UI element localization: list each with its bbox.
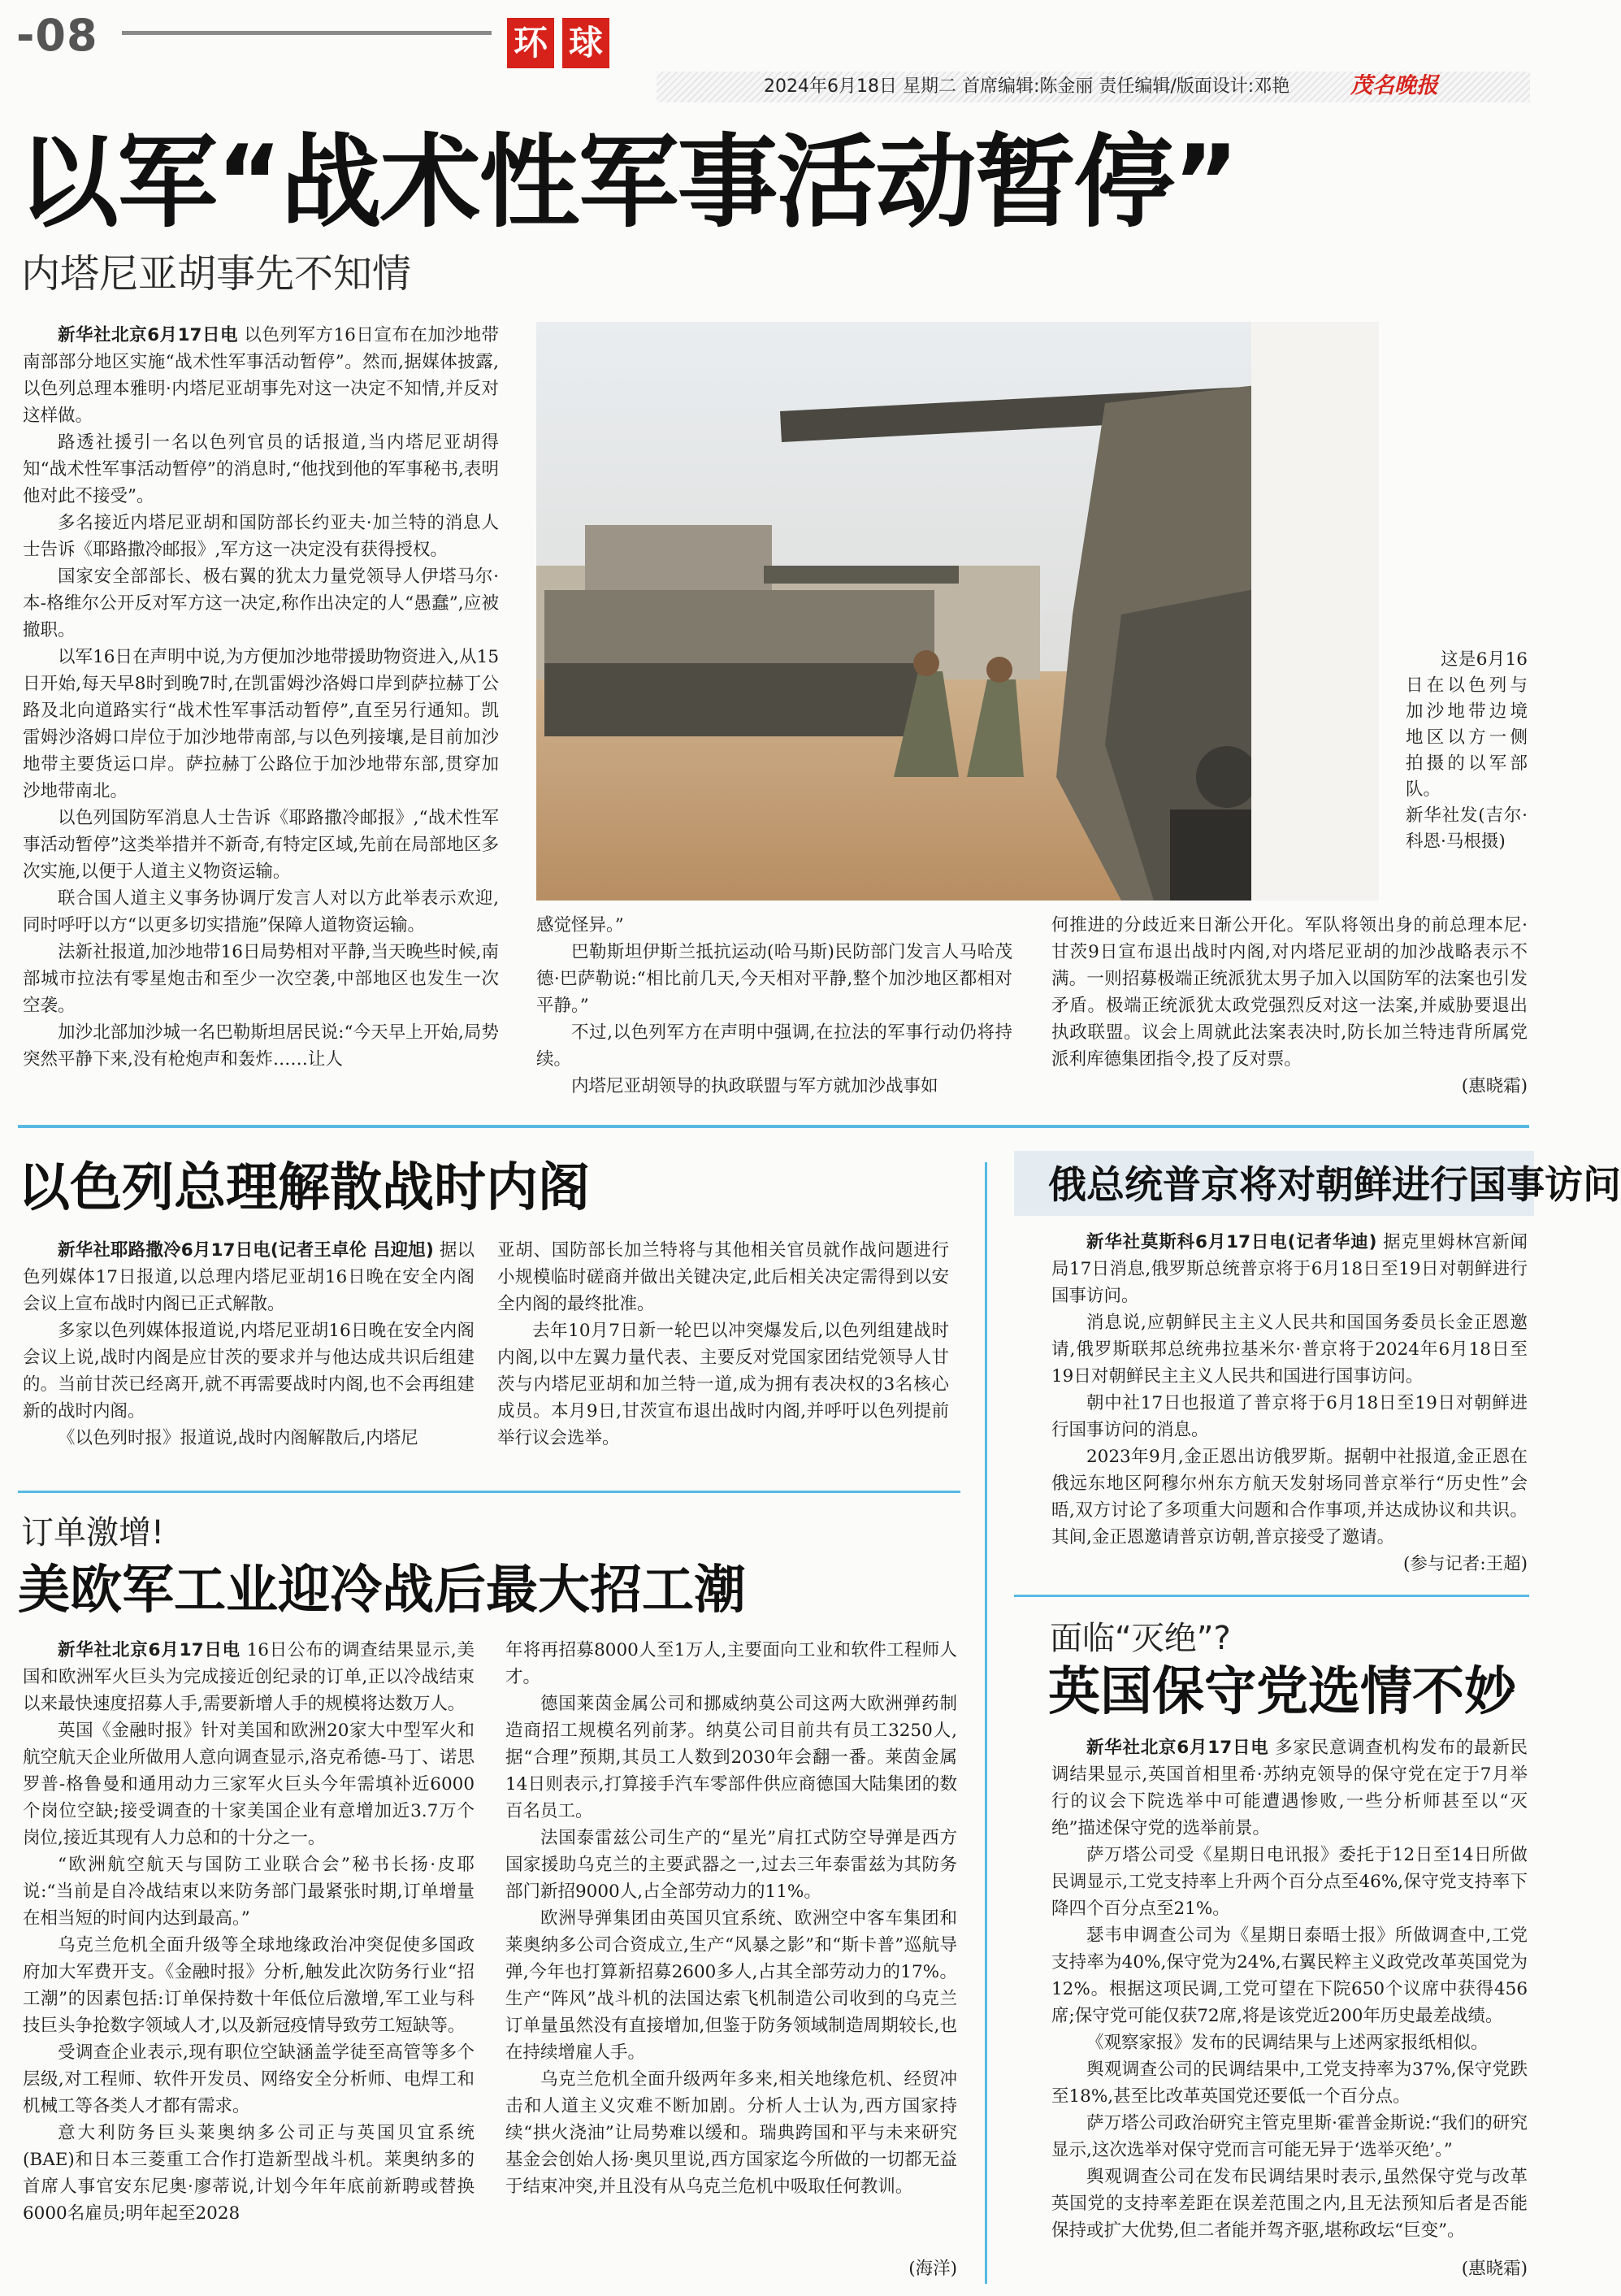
- lead-paragraph: [23, 510, 499, 563]
- story2-text: 亚胡、国防部长加兰特将与其他相关官员就作战问题进行小规模临时磋商并做出关键决定,此后相关决定需得到以安全内阁的最终批准。: [497, 1240, 949, 1314]
- story5-byline: (惠晓霜): [1461, 2259, 1528, 2279]
- story3-dateline: 新华社北京6月17日电: [58, 1640, 241, 1660]
- story4-text: 朝中社17日也报道了普京将于6月18日至19日对朝鲜进行国事访问的消息。: [1051, 1393, 1528, 1440]
- story5-text: 《观察家报》发布的民调结果与上述两家报纸相似。: [1086, 2033, 1489, 2053]
- story3-text: 法国泰雷兹公司生产的“星光”肩扛式防空导弹是西方国家援助乌克兰的主要武器之一,过去三年泰雷兹为其防务部门新招9000人,占全部劳动力的11%。: [505, 1828, 957, 1902]
- lead-column-1: [23, 322, 499, 1073]
- separator-rule-3: [1014, 1595, 1529, 1597]
- story4-paragraph: [1051, 1309, 1528, 1390]
- story2-text: 据以色列媒体17日报道,以总理内塔尼亚胡16日晚在安全内阁会议上宣布战时内阁已正式解散。: [23, 1240, 475, 1314]
- lead-text: 以色列军方16日宣布在加沙地带南部部分地区实施“战术性军事活动暂停”。然而,据媒体披露,以色列总理本雅明·内塔尼亚胡事先对这一决定不知情,并反对这样做。: [23, 325, 500, 426]
- story5-paragraph: [1051, 2029, 1528, 2056]
- story4-body: [1051, 1229, 1528, 1551]
- story5-kicker: 面临“灭绝”?: [1050, 1620, 1231, 1657]
- lead-paragraph: [536, 912, 1012, 939]
- lead-paragraph: [23, 322, 499, 429]
- story4-headline: 俄总统普京将对朝鲜进行国事访问: [1048, 1163, 1621, 1208]
- section-tag-char-1: 环: [507, 18, 554, 68]
- lead-paragraph: [23, 644, 499, 805]
- story3-text: 乌克兰危机全面升级两年多来,相关地缘危机、经贸冲击和人道主义灾难不断加剧。分析人士认为,西方国家持续“拱火浇油”让局势难以缓和。瑞典跨国和平与未来研究基金会创始人扬·奥贝里说,西方国家迄今所做的一切都无益于结束冲突,并且没有从乌克兰危机中吸取任何教训。: [505, 2069, 957, 2197]
- story3-paragraph: [23, 1851, 475, 1932]
- story5-text: 萨万塔公司政治研究主管克里斯·霍普金斯说:“我们的研究显示,这次选举对保守党而言可能无异于‘选举灭绝’。”: [1051, 2113, 1528, 2160]
- lead-byline: (惠晓霜): [1461, 1076, 1528, 1096]
- story2-dateline: 新华社耶路撒冷6月17日电(记者王卓伦 吕迎旭): [58, 1240, 434, 1261]
- story2-text: 去年10月7日新一轮巴以冲突爆发后,以色列组建战时内阁,以中左翼力量代表、主要反对党国家团结党领导人甘茨与内塔尼亚胡和加兰特一道,成为拥有表决权的3名核心成员。本月9日,甘茨宣布退出战时内阁,并呼吁以色列提前举行议会选举。: [497, 1321, 949, 1448]
- story2-paragraph: [23, 1317, 475, 1425]
- lead-paragraph: [23, 1019, 499, 1073]
- lead-text: 感觉怪异。”: [536, 915, 624, 935]
- lead-dateline: 新华社北京6月17日电: [58, 325, 239, 345]
- story3-paragraph: [505, 2066, 957, 2200]
- story3-headline: 美欧军工业迎冷战后最大招工潮: [18, 1560, 746, 1621]
- separator-rule-1: [18, 1125, 1529, 1128]
- story4-paragraph: [1051, 1443, 1528, 1551]
- lead-paragraph: [23, 429, 499, 510]
- story3-column-1: [23, 1637, 475, 2227]
- story5-text: 瑟韦申调查公司为《星期日泰晤士报》所做调查中,工党支持率为40%,保守党为24%,右翼民粹主义政党改革英国党为12%。根据这项民调,工党可望在下院650个议席中获得456席;保守党可能仅获72席,将是该党近200年历史最差战绩。: [1051, 1925, 1528, 2026]
- story2-paragraph: [23, 1425, 475, 1452]
- story2-paragraph: [497, 1317, 949, 1452]
- lead-headline: 以军“战术性军事活动暂停”: [18, 124, 1237, 241]
- section-tag-char-2: 球: [562, 18, 609, 68]
- story3-paragraph: [23, 1717, 475, 1851]
- photo-credit: 新华社发(吉尔·科恩·马根摄): [1406, 805, 1528, 852]
- story4-text: 2023年9月,金正恩出访俄罗斯。据朝中社报道,金正恩在俄远东地区阿穆尔州东方航天发射场同普京举行“历史性”会晤,双方讨论了多项重大问题和合作事项,并达成协议和共识。其间,金正恩邀请普京访朝,普京接受了邀请。: [1051, 1447, 1528, 1547]
- story2-text: 多家以色列媒体报道说,内塔尼亚胡16日晚在安全内阁会议上说,战时内阁是应甘茨的要求并与他达成共识后组建的。当前甘茨已经离开,就不再需要战时内阁,也不会再组建新的战时内阁。: [23, 1321, 475, 1421]
- story5-text: 多家民意调查机构发布的最新民调结果显示,英国首相里希·苏纳克领导的保守党在定于7月举行的议会下院选举中可能遭遇惨败,一些分析师甚至以“灭绝”描述保守党的选举前景。: [1051, 1738, 1528, 1838]
- page-number: -08: [16, 10, 98, 61]
- story5-paragraph: [1051, 2164, 1528, 2244]
- story4-paragraph: [1051, 1390, 1528, 1443]
- story5-paragraph: [1051, 2056, 1528, 2110]
- photo-caption: [1406, 647, 1528, 855]
- story2-paragraph: [497, 1237, 949, 1317]
- lead-text: 何推进的分歧近来日渐公开化。军队将领出身的前总理本尼·甘茨9日宣布退出战时内阁,对内塔尼亚胡的加沙战略表示不满。一则招募极端正统派犹太男子加入以国防军的法案也引发矛盾。极端正统派犹太政党强烈反对这一法案,并威胁要退出执政联盟。议会上周就此法案表决时,防长加兰特违背所属党派利库德集团指令,投了反对票。: [1051, 915, 1528, 1070]
- story3-paragraph: [23, 2039, 475, 2120]
- story3-text: 乌克兰危机全面升级等全球地缘政治冲突促使多国政府加大军费开支。《金融时报》分析,触发此次防务行业“招工潮”的因素包括:订单保持数十年低位后激增,军工业与科技巨头争抢数字领域人才,以及新冠疫情导致劳工短缺等。: [23, 1935, 475, 2036]
- story3-text: 年将再招募8000人至1万人,主要面向工业和软件工程师人才。: [505, 1640, 957, 1687]
- story5-paragraph: [1051, 2110, 1528, 2164]
- story3-text: 欧洲导弹集团由英国贝宜系统、欧洲空中客车集团和莱奥纳多公司合资成立,生产“风暴之影”和“斯卡普”巡航导弹,今年也打算新招募2600多人,占其全部劳动力的17%。生产“阵风”战斗机的法国达索飞机制造公司收到的乌克兰订单量虽然没有直接增加,但鉴于防务领域制造周期较长,也在持续增雇人手。: [505, 1908, 957, 2063]
- story4-byline: (参与记者:王超): [1402, 1554, 1528, 1574]
- story5-paragraph: [1051, 1922, 1528, 2029]
- lead-photo: [536, 322, 1379, 901]
- lead-text: 加沙北部加沙城一名巴勒斯坦居民说:“今天早上开始,局势突然平静下来,没有枪炮声和轰炸……让人: [23, 1022, 499, 1070]
- brand-logo: 茂名晚报: [1350, 73, 1438, 98]
- story3-text: 英国《金融时报》针对美国和欧洲20家大中型军火和航空航天企业所做用人意向调查显示,洛克希德-马丁、诺思罗普-格鲁曼和通用动力三家军火巨头今年需填补近6000个岗位空缺;接受调查的十家美国企业有意增加近3.7万个岗位,接近其现有人力总和的十分之一。: [23, 1721, 475, 1848]
- lead-column-3: [1051, 912, 1528, 1073]
- story3-paragraph: [505, 1825, 957, 1905]
- story3-paragraph: [505, 1691, 957, 1825]
- story5-text: 萨万塔公司受《星期日电讯报》委托于12日至14日所做民调显示,工党支持率上升两个百分点至46%,保守党支持率下降四个百分点至21%。: [1051, 1845, 1528, 1919]
- story3-paragraph: [23, 2120, 475, 2227]
- date-line-text: 2024年6月18日 星期二 首席编辑:陈金丽 责任编辑/版面设计:邓艳: [764, 76, 1290, 97]
- lead-text: 联合国人道主义事务协调厅发言人对以方此举表示欢迎,同时呼吁以方“以更多切实措施”保障人道物资运输。: [23, 888, 499, 935]
- story4-dateline: 新华社莫斯科6月17日电(记者华迪): [1086, 1232, 1377, 1252]
- story3-paragraph: [23, 1637, 475, 1717]
- column-divider: [985, 1162, 987, 2284]
- story3-column-2: [505, 1637, 957, 2200]
- story4-text: 据克里姆林宫新闻局17日消息,俄罗斯总统普京将于6月18日至19日对朝鲜进行国事访问。: [1051, 1232, 1528, 1306]
- story3-kicker: 订单激增!: [21, 1514, 165, 1552]
- story3-text: “欧洲航空航天与国防工业联合会”秘书长扬·皮耶说:“当前是自冷战结束以来防务部门最紧张时期,订单增量在相当短的时间内达到最高。”: [23, 1855, 475, 1929]
- story5-headline: 英国保守党选情不妙: [1048, 1662, 1516, 1722]
- story3-text: 受调查企业表示,现有职位空缺涵盖学徒至高管等多个层级,对工程师、软件开发员、网络安全分析师、电焊工和机械工等各类人才都有需求。: [23, 2042, 475, 2116]
- story2-column-1: [23, 1237, 475, 1452]
- header-rule-left: [122, 31, 492, 35]
- lead-subtitle: 内塔尼亚胡事先不知情: [21, 251, 412, 297]
- photo-caption-text: 这是6月16日在以色列与加沙地带边境地区以方一侧拍摄的以军部队。: [1406, 649, 1528, 800]
- lead-text: 以色列国防军消息人士告诉《耶路撒冷邮报》,“战术性军事活动暂停”这类举措并不新奇,有特定区域,先前在局部地区多次实施,以便于人道主义物资运输。: [23, 808, 499, 882]
- tank-photo-illustration: [536, 322, 1379, 901]
- lead-text: 国家安全部部长、极右翼的犹太力量党领导人伊塔马尔·本-格维尔公开反对军方这一决定,称作出决定的人“愚蠢”,应被撤职。: [23, 566, 499, 640]
- lead-text: 内塔尼亚胡领导的执政联盟与军方就加沙战事如: [571, 1076, 938, 1096]
- story5-paragraph: [1051, 1734, 1528, 1842]
- lead-paragraph: [1051, 912, 1528, 1073]
- story3-byline: (海洋): [908, 2259, 957, 2279]
- lead-paragraph: [536, 939, 1012, 1019]
- story3-text: 德国莱茵金属公司和挪威纳莫公司这两大欧洲弹药制造商招工规模名列前茅。纳莫公司目前共有员工3250人,据“合理”预期,其员工人数到2030年会翻一番。莱茵金属14日则表示,打算接手汽车零部件供应商德国大陆集团的数百名员工。: [505, 1694, 957, 1821]
- lead-text: 多名接近内塔尼亚胡和国防部长约亚夫·加兰特的消息人士告诉《耶路撒冷邮报》,军方这一决定没有获得授权。: [23, 513, 499, 560]
- story5-text: 舆观调查公司在发布民调结果时表示,虽然保守党与改革英国党的支持率差距在误差范围之内,且无法预知后者是否能保持或扩大优势,但二者能并驾齐驱,堪称政坛“巨变”。: [1051, 2167, 1528, 2241]
- lead-paragraph: [23, 563, 499, 644]
- story5-dateline: 新华社北京6月17日电: [1086, 1738, 1269, 1758]
- story4-paragraph: [1051, 1229, 1528, 1309]
- lead-paragraph: [23, 939, 499, 1019]
- lead-text: 巴勒斯坦伊斯兰抵抗运动(哈马斯)民防部门发言人马哈茂德·巴萨勒说:“相比前几天,今天相对平静,整个加沙地区都相对平静。”: [536, 942, 1012, 1016]
- story3-text: 16日公布的调查结果显示,美国和欧洲军火巨头为完成接近创纪录的订单,正以冷战结束以来最快速度招募人手,需要新增人手的规模将达数万人。: [23, 1640, 475, 1714]
- lead-paragraph: [536, 1019, 1012, 1073]
- story5-text: 舆观调查公司的民调结果中,工党支持率为37%,保守党跌至18%,甚至比改革英国党还要低一个百分点。: [1051, 2059, 1528, 2107]
- story5-paragraph: [1051, 1842, 1528, 1922]
- lead-column-2: [536, 912, 1012, 1100]
- story3-paragraph: [505, 1637, 957, 1691]
- story3-text: 意大利防务巨头莱奥纳多公司正与英国贝宜系统(BAE)和日本三菱重工合作打造新型战斗机。莱奥纳多的首席人事官安东尼奥·廖蒂说,计划今年年底前新聘或替换6000名雇员;明年起至2028: [23, 2123, 475, 2224]
- lead-text: 法新社报道,加沙地带16日局势相对平静,当天晚些时候,南部城市拉法有零星炮击和至少一次空袭,中部地区也发生一次空袭。: [23, 942, 499, 1016]
- lead-paragraph: [536, 1073, 1012, 1100]
- story3-paragraph: [505, 1905, 957, 2066]
- lead-paragraph: [23, 885, 499, 939]
- lead-paragraph: [23, 805, 499, 885]
- story2-column-2: [497, 1237, 949, 1452]
- separator-rule-2: [18, 1491, 960, 1493]
- lead-text: 以军16日在声明中说,为方便加沙地带援助物资进入,从15日开始,每天早8时到晚7时,在凯雷姆沙洛姆口岸到萨拉赫丁公路及北向道路实行“战术性军事活动暂停”,直至另行通知。凯雷姆沙洛姆口岸位于加沙地带南部,与以色列接壤,是目前加沙地带主要货运口岸。萨拉赫丁公路位于加沙地带东部,贯穿加沙地带南北。: [23, 647, 499, 801]
- story5-body: [1051, 1734, 1528, 2244]
- story2-paragraph: [23, 1237, 475, 1317]
- story3-paragraph: [23, 1932, 475, 2039]
- lead-text: 路透社援引一名以色列官员的话报道,当内塔尼亚胡得知“战术性军事活动暂停”的消息时,“他找到他的军事秘书,表明他对此不接受”。: [23, 432, 499, 506]
- story4-text: 消息说,应朝鲜民主主义人民共和国国务委员长金正恩邀请,俄罗斯联邦总统弗拉基米尔·普京将于2024年6月18日至19日对朝鲜民主主义人民共和国进行国事访问。: [1051, 1313, 1528, 1387]
- story2-headline: 以色列总理解散战时内阁: [18, 1158, 590, 1218]
- story2-text: 《以色列时报》报道说,战时内阁解散后,内塔尼: [58, 1428, 418, 1448]
- lead-text: 不过,以色列军方在声明中强调,在拉法的军事行动仍将持续。: [536, 1022, 1012, 1070]
